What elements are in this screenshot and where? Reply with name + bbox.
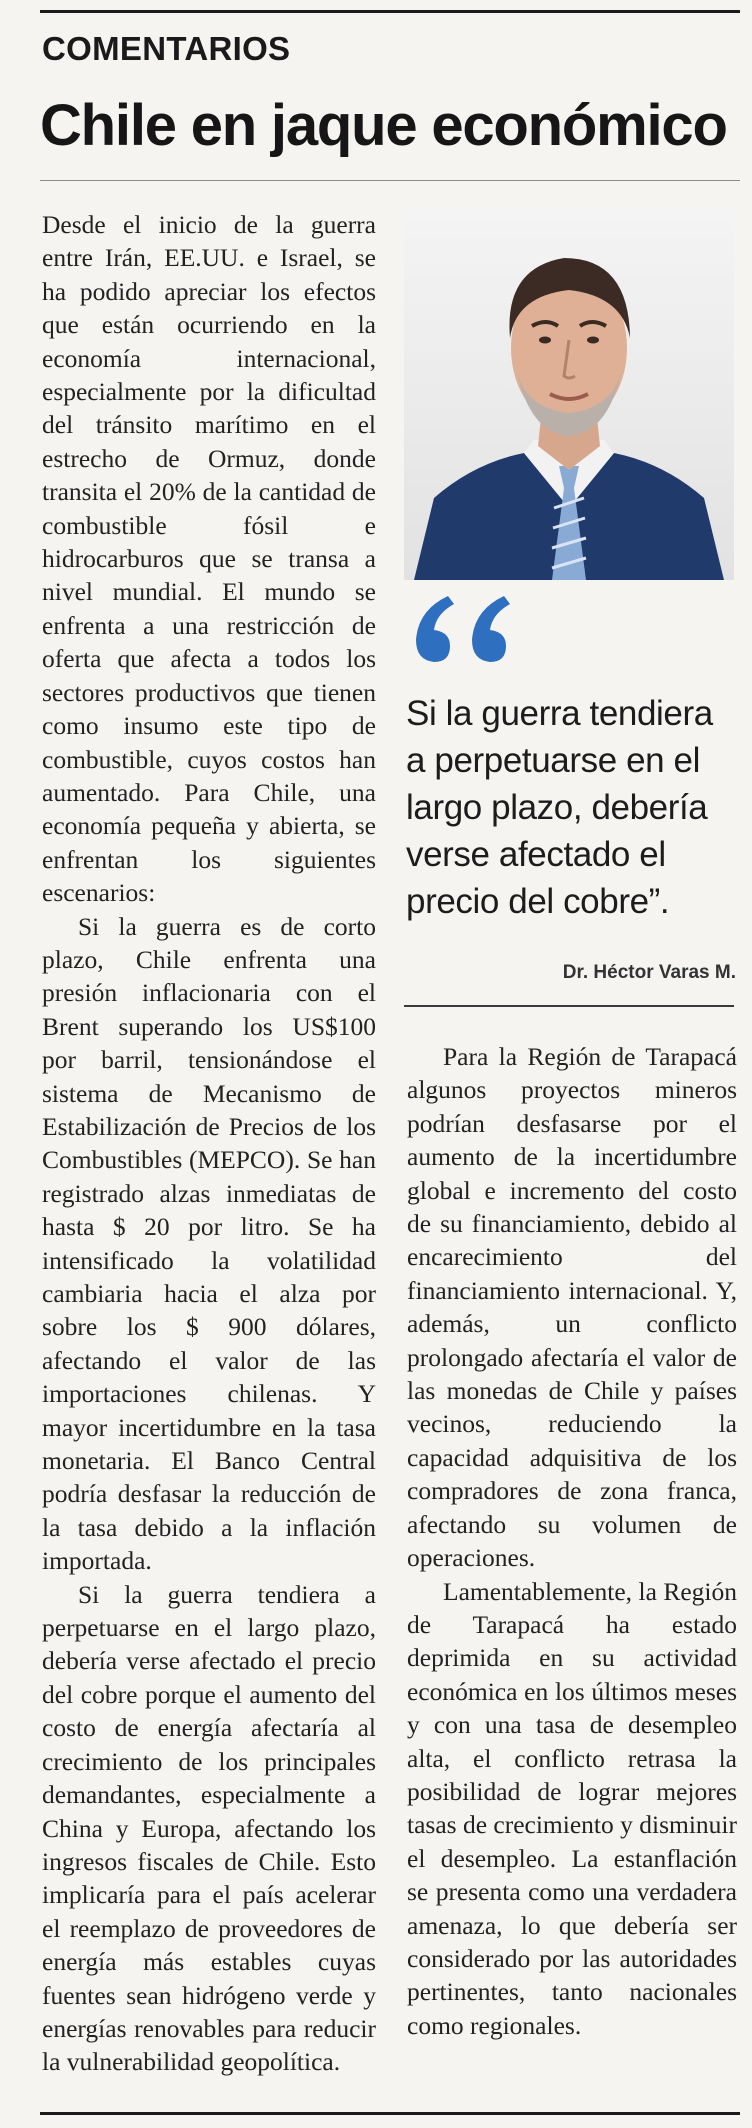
top-rule (40, 10, 740, 13)
bottom-rule (40, 2112, 740, 2115)
byline-rule (404, 1005, 734, 1007)
body-paragraph: Lamentablemente, la Región de Tarapacá ha estado deprimida en su actividad económica en los últimos meses y con una tasa de desempleo alta, el conflicto retrasa la posibilidad de lograr mejores tasas de crecimiento y disminuir el desempleo. La estanflación se presenta como una verdadera amenaza, lo que debería ser considerado por las autoridades pertinentes, tanto nacionales como regionales. (407, 1576, 737, 2040)
body-paragraph: Desde el inicio de la guerra entre Irán, EE.UU. e Israel, se ha podido apreciar los efectos que están ocurriendo en la economía internacional, especialmente por la dificultad del tránsito marítimo en el estrecho de Ormuz, donde transita el 20% de la cantidad de combustible fósil e hidrocarburos que se transa a nivel mundial. El mundo se enfrenta a una restricción de oferta que afecta a todos los sectores productivos que tienen como insumo este tipo de combustible, cuyos costos han aumentado. Para Chile, una economía pequeña y abierta, se enfrentan los siguientes escenarios: (42, 210, 376, 908)
body-column-right (407, 1040, 737, 2042)
section-label: COMENTARIOS (42, 30, 291, 67)
pull-quote: Si la guerra tendiera a perpetuarse en el largo plazo, debería verse afectado el precio del cobre”. (406, 694, 713, 921)
headline: Chile en jaque económico (40, 93, 727, 158)
body-paragraph: Si la guerra es de corto plazo, Chile enfrenta una presión inflacionaria con el Brent superando los US$100 por barril, tensionándose el sistema de Mecanismo de Estabilización de Precios de los Combustibles (MEPCO). Se han registrado alzas inmediatas de hasta $ 20 por litro. Se ha intensificado la volatilidad cambiaria hacia el alza por sobre los $ 900 dólares, afectando el valor de las importaciones chilenas. Y mayor incertidumbre en la tasa monetaria. El Banco Central podría desfasar la reducción de la tasa debido a la inflación importada. (42, 911, 376, 1576)
body-column-left (42, 208, 376, 2079)
body-paragraph: Para la Región de Tarapacá algunos proyectos mineros podrían desfasarse por el aumento de la incertidumbre global e incremento del costo de su financiamiento, debido al encarecimiento del financiamiento internacional. Y, además, un conflicto prolongado afectaría el valor de las monedas de Chile y países vecinos, reduciendo la capacidad adquisitiva de los compradores de zona franca, afectando su volumen de operaciones. (407, 1042, 737, 1573)
author-portrait (404, 208, 734, 580)
author-photo (404, 208, 734, 580)
quote-mark-icon (408, 588, 518, 668)
headline-rule (40, 180, 740, 181)
body-paragraph: Si la guerra tendiera a perpetuarse en el largo plazo, debería verse afectado el precio del cobre porque el aumento del costo de energía afectaría al crecimiento de los principales demandantes, especialmente a China y Europa, afectando los ingresos fiscales de Chile. Esto implicaría para el país acelerar el reemplazo de proveedores de energía más estables cuyas fuentes sean hidrógeno verde y energías renovables para reducir la vulnerabilidad geopolítica. (42, 1579, 376, 2077)
byline: Dr. Héctor Varas M. (562, 962, 736, 983)
